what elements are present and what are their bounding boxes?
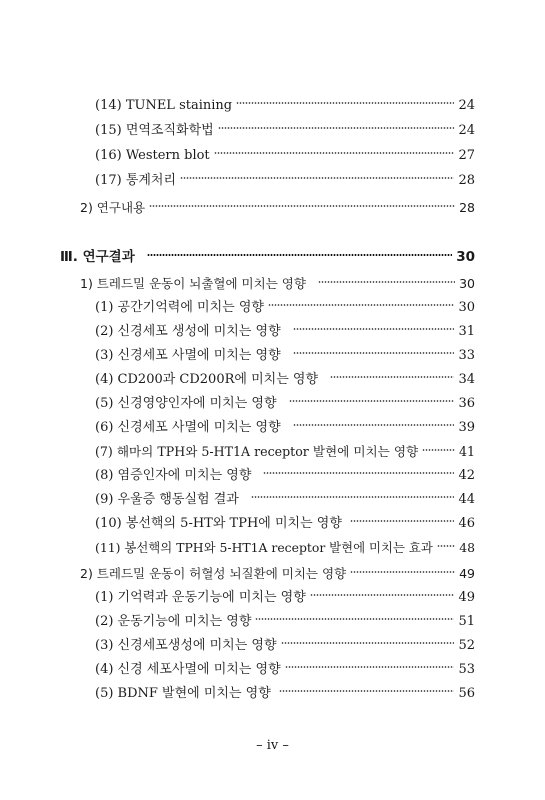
leader-dots xyxy=(180,175,454,181)
leader-dots xyxy=(350,569,455,575)
toc-chapter-label: Ⅲ. 연구결과 xyxy=(60,249,135,265)
toc-entry-page: 36 xyxy=(458,396,475,411)
toc-entry-s1-3[interactable] xyxy=(95,345,475,367)
toc-entry-page: 41 xyxy=(458,444,475,459)
leader-dots xyxy=(422,447,455,453)
toc-entry-page: 28 xyxy=(459,200,475,215)
toc-entry-page: 53 xyxy=(458,662,475,677)
toc-entry-label: (4) CD200과 CD200R에 미치는 영향 xyxy=(95,372,319,387)
leader-dots xyxy=(310,592,455,598)
toc-entry-label: 2) 연구내용 xyxy=(80,200,146,215)
toc-entry-label: (15) 면역조직화학법 xyxy=(95,123,214,138)
leader-dots xyxy=(214,150,455,156)
toc-entry-page: 44 xyxy=(458,492,475,507)
toc-entry-s1-8[interactable] xyxy=(95,465,475,487)
toc-entry-page: 49 xyxy=(459,566,475,581)
toc-entry-page: 30 xyxy=(458,300,475,315)
toc-entry-page: 27 xyxy=(458,148,475,163)
toc-entry-page: 46 xyxy=(458,516,475,531)
toc-entry-s2-2[interactable] xyxy=(95,611,475,633)
toc-entry-label: (3) 신경세포 사멸에 미치는 영향 xyxy=(95,348,281,363)
toc-entry-label: (5) BDNF 발현에 미치는 영향 xyxy=(95,686,271,701)
toc-entry-label: (1) 공간기억력에 미치는 영향 xyxy=(95,300,264,315)
leader-dots xyxy=(236,100,454,106)
toc-entry-page: 39 xyxy=(458,420,475,435)
toc-entry-s2-5[interactable] xyxy=(95,683,475,705)
leader-dots xyxy=(218,125,455,131)
toc-entry-label: 1) 트레드밀 운동이 뇌출혈에 미치는 영향 xyxy=(80,276,306,291)
toc-entry-label: (8) 염증인자에 미치는 영향 xyxy=(95,468,252,483)
toc-entry-label: (6) 신경세포 사멸에 미치는 영향 xyxy=(95,420,281,435)
toc-section-2[interactable] xyxy=(80,563,475,585)
toc-entry-page: 48 xyxy=(459,540,475,555)
toc-entry-s1-7[interactable] xyxy=(95,441,475,463)
toc-section-content[interactable] xyxy=(80,197,475,219)
toc-entry-page: 24 xyxy=(458,123,475,138)
toc-entry-label: (3) 신경세포생성에 미치는 영향 xyxy=(95,638,277,653)
leader-dots xyxy=(281,640,455,646)
toc-entry-s1-1[interactable] xyxy=(95,297,475,319)
toc-entry-page: 34 xyxy=(458,372,475,387)
toc-entry-s2-3[interactable] xyxy=(95,635,475,657)
leader-dots xyxy=(293,350,455,356)
leader-dots xyxy=(255,616,454,622)
toc-entry-s1-6[interactable] xyxy=(95,417,475,439)
toc-entry-label: (17) 통계처리 xyxy=(95,173,177,188)
toc-entry-s1-5[interactable] xyxy=(95,393,475,415)
leader-dots xyxy=(318,279,455,285)
toc-entry-page: 51 xyxy=(458,614,475,629)
leader-dots xyxy=(285,664,455,670)
leader-dots xyxy=(279,688,455,694)
toc-section-1[interactable] xyxy=(80,273,475,295)
toc-entry-page: 56 xyxy=(458,686,475,701)
toc-entry-label: (7) 해마의 TPH와 5-HT1A receptor 발현에 미치는 영향 xyxy=(95,444,419,459)
leader-dots xyxy=(330,374,454,380)
toc-entry-label: (2) 운동기능에 미치는 영향 xyxy=(95,614,252,629)
toc-entry-s2-4[interactable] xyxy=(95,659,475,681)
toc-entry-tunel[interactable] xyxy=(95,95,475,117)
toc-entry-label: (11) 봉선핵의 TPH와 5-HT1A receptor 발현에 미치는 효과 xyxy=(95,540,433,555)
toc-entry-s1-4[interactable] xyxy=(95,369,475,391)
toc-chapter-results[interactable] xyxy=(60,246,475,268)
toc-entry-label: (9) 우울증 행동실험 결과 xyxy=(95,492,239,507)
toc-entry-page: 28 xyxy=(458,173,475,188)
toc-entry-statistics[interactable] xyxy=(95,170,475,192)
toc-entry-label: (2) 신경세포 생성에 미치는 영향 xyxy=(95,324,281,339)
toc-entry-page: 33 xyxy=(458,348,475,363)
leader-dots xyxy=(251,494,455,500)
toc-entry-s1-2[interactable] xyxy=(95,321,475,343)
toc-entry-page: 52 xyxy=(458,638,475,653)
toc-entry-label: (4) 신경 세포사멸에 미치는 영향 xyxy=(95,662,281,677)
leader-dots xyxy=(437,543,455,549)
leader-dots xyxy=(350,518,455,524)
leader-dots xyxy=(268,302,455,308)
toc-entry-label: (5) 신경영양인자에 미치는 영향 xyxy=(95,396,277,411)
toc-entry-label: (10) 봉선핵의 5-HT와 TPH에 미치는 영향 xyxy=(95,516,342,531)
page-number-footer: – iv – xyxy=(256,738,289,753)
leader-dots xyxy=(147,252,452,258)
toc-entry-s1-10[interactable] xyxy=(95,513,475,535)
toc-entry-page: 24 xyxy=(458,98,475,113)
leader-dots xyxy=(293,326,455,332)
toc-entry-western-blot[interactable] xyxy=(95,145,475,167)
toc-chapter-page: 30 xyxy=(456,249,475,265)
toc-entry-s2-1[interactable] xyxy=(95,587,475,609)
leader-dots xyxy=(293,422,455,428)
toc-entry-label: (16) Western blot xyxy=(95,148,210,163)
toc-entry-label: (14) TUNEL staining xyxy=(95,98,233,113)
toc-entry-label: (1) 기억력과 운동기능에 미치는 영향 xyxy=(95,590,306,605)
toc-entry-ihc[interactable] xyxy=(95,120,475,142)
toc-entry-page: 31 xyxy=(458,324,475,339)
leader-dots xyxy=(289,398,455,404)
toc-entry-s1-11[interactable] xyxy=(95,537,475,559)
toc-entry-page: 42 xyxy=(458,468,475,483)
toc-entry-page: 30 xyxy=(459,276,475,291)
toc-entry-label: 2) 트레드밀 운동이 허혈성 뇌질환에 미치는 영향 xyxy=(80,566,347,581)
leader-dots xyxy=(263,470,454,476)
toc-entry-page: 49 xyxy=(458,590,475,605)
leader-dots xyxy=(149,203,455,209)
toc-entry-s1-9[interactable] xyxy=(95,489,475,511)
